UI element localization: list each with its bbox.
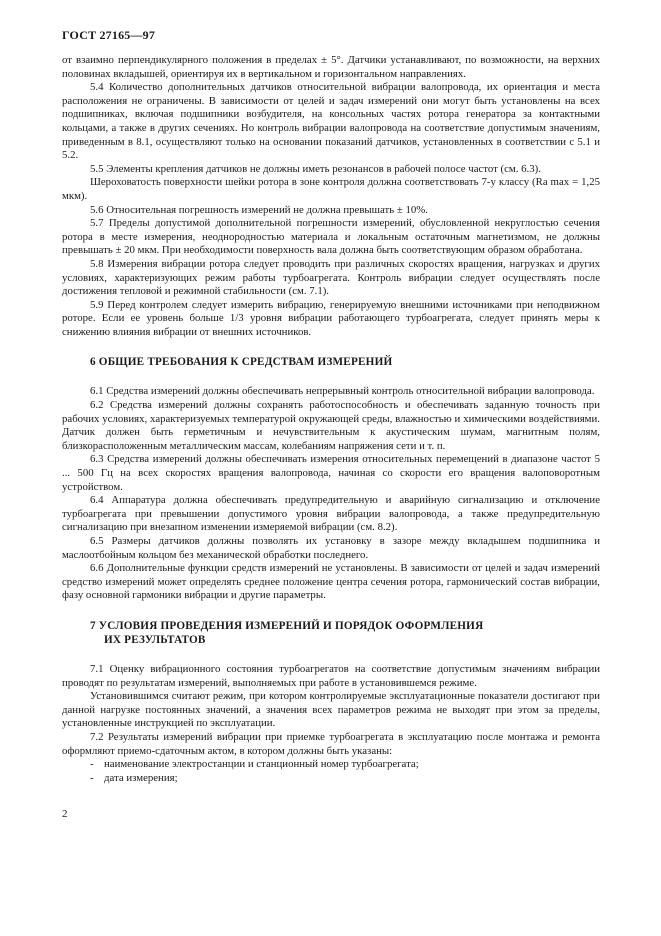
paragraph-5-9: 5.9 Перед контролем следует измерить вибрацию, генерируемую внешними источниками при неподвижном роторе. Если ее уровень больше 1/3 уровня вибрации работающего турбоагрегата, следует принять меры к снижению влияния вибрации от внешних источников. bbox=[62, 298, 600, 338]
list-item bbox=[62, 772, 600, 786]
paragraph-6-4: 6.4 Аппаратура должна обеспечивать предупредительную и аварийную сигнализацию и отключение турбоагрегата при превышении допустимого уровня вибрации валопровода, а также предупредительную сигнализацию при внезапном изменении измеряемой вибрации (см. 8.2). bbox=[62, 494, 600, 534]
paragraph-6-2: 6.2 Средства измерений должны сохранять работоспособность и обеспечивать заданную точность при рабочих условиях, характеризуемых температурой окружающей среды, влажностью и химическими воздействиями. Датчик должен быть герметичным и нечувствительным к акустическим шумам, магнитным полям, близкорасположенным металлическим массам, колебаниям напряжения сети и т. п. bbox=[62, 399, 600, 452]
paragraph-6-1: 6.1 Средства измерений должны обеспечивать непрерывный контроль относительной вибрации валопровода. bbox=[90, 385, 595, 398]
paragraph-steady-state: Установившимся считают режим, при котором контролируемые эксплуатационные показатели достигают при данной нагрузке постоянных значений, а значения всех параметров режима не выходят при этом за пределы, установленные инструкцией по эксплуатации. bbox=[62, 690, 600, 730]
list-item-text: наименование электростанции и станционный номер турбоагрегата; bbox=[104, 758, 419, 771]
paragraph-5-8: 5.8 Измерения вибрации ротора следует проводить при различных скоростях вращения, нагрузках и других условиях, характеризующих режим работы турбоагрегата. Контроль вибрации следует осуществлять после достижения тепловой и режимной стабильности (см. 7.1). bbox=[62, 257, 600, 298]
paragraph-6-6: 6.6 Дополнительные функции средств измерений не установлены. В зависимости от целей и задач измерений средство измерений может определять среднее положение центра сечения ротора, гармонический состав вибрации, фазу основной гармоники вибрации и другие параметры. bbox=[62, 562, 600, 602]
paragraph-5-3-cont: от взаимно перпендикулярного положения в пределах ± 5°. Датчики устанавливают, по возможности, на верхних половинах вкладышей, ориентируя их в вертикальном и горизонтальном направлениях. bbox=[62, 54, 600, 80]
page-number: 2 bbox=[62, 808, 68, 820]
paragraph-5-4: 5.4 Количество дополнительных датчиков относительной вибрации валопровода, их ориентация и места расположения не ограничены. В зависимости от целей и задач измерений они могут быть установлены на всех подшипниках, включая подшипники возбудителя, на консольных частях ротора генератора за контактными кольцами, а также в других сечениях. Но контроль вибрации валопровода на соответствие допустимым значениям, приведенным в 8.1, осуществляют только на основании показаний датчиков, установленных в соответствии с 5.1 и 5.2. bbox=[62, 81, 600, 162]
page-body bbox=[62, 54, 600, 785]
list-item-text: дата измерения; bbox=[104, 771, 178, 784]
paragraph-7-2: 7.2 Результаты измерений вибрации при приемке турбоагрегата в эксплуатацию после монтажа и ремонта оформляют приемо-сдаточным актом, в котором должны быть указаны: bbox=[62, 730, 600, 757]
list-dash: - bbox=[90, 758, 94, 771]
section-6-heading: 6 ОБЩИЕ ТРЕБОВАНИЯ К СРЕДСТВАМ ИЗМЕРЕНИЙ bbox=[90, 356, 393, 369]
section-7-heading-line2: ИХ РЕЗУЛЬТАТОВ bbox=[104, 633, 206, 646]
paragraph-5-7: 5.7 Пределы допустимой дополнительной погрешности измерений, обусловленной некруглостью сечения ротора в месте измерения, неоднородностью материала и локальным остаточным магнетизмом, не должны превышать ± 20 мкм. При необходимости поверхность вала должна быть соответствующим образом обработана. bbox=[62, 217, 600, 257]
list-dash: - bbox=[90, 771, 94, 784]
paragraph-5-6: 5.6 Относительная погрешность измерений не должна превышать ± 10%. bbox=[90, 203, 428, 216]
paragraph-5-5: 5.5 Элементы крепления датчиков не должны иметь резонансов в рабочей полосе частот (см. 6.3). bbox=[90, 162, 541, 175]
section-7-heading-line1: 7 УСЛОВИЯ ПРОВЕДЕНИЯ ИЗМЕРЕНИЙ И ПОРЯДОК ОФОРМЛЕНИЯ bbox=[90, 619, 484, 632]
list-item bbox=[62, 758, 600, 772]
paragraph-6-5: 6.5 Размеры датчиков должны позволять их установку в зазоре между вкладышем подшипника и маслоотбойным кольцом без механической обработки последнего. bbox=[62, 535, 600, 561]
document-header: ГОСТ 27165—97 bbox=[62, 28, 156, 42]
paragraph-roughness: Шероховатость поверхности шейки ротора в зоне контроля должна соответствовать 7-у классу (Ra max = 1,25 мкм). bbox=[62, 176, 600, 202]
section-7-heading bbox=[62, 619, 600, 647]
paragraph-7-1: 7.1 Оценку вибрационного состояния турбоагрегатов на соответствие допустимым значениям вибрации проводят по результатам измерений, выполняемых при работе в установившемся режиме. bbox=[62, 662, 600, 689]
paragraph-6-3: 6.3 Средства измерений должны обеспечивать измерения относительных перемещений в диапазоне частот 5 ... 500 Гц на всех скоростях вращения валопровода, начиная со скорости его вращения валоповоротным устройством. bbox=[62, 453, 600, 493]
